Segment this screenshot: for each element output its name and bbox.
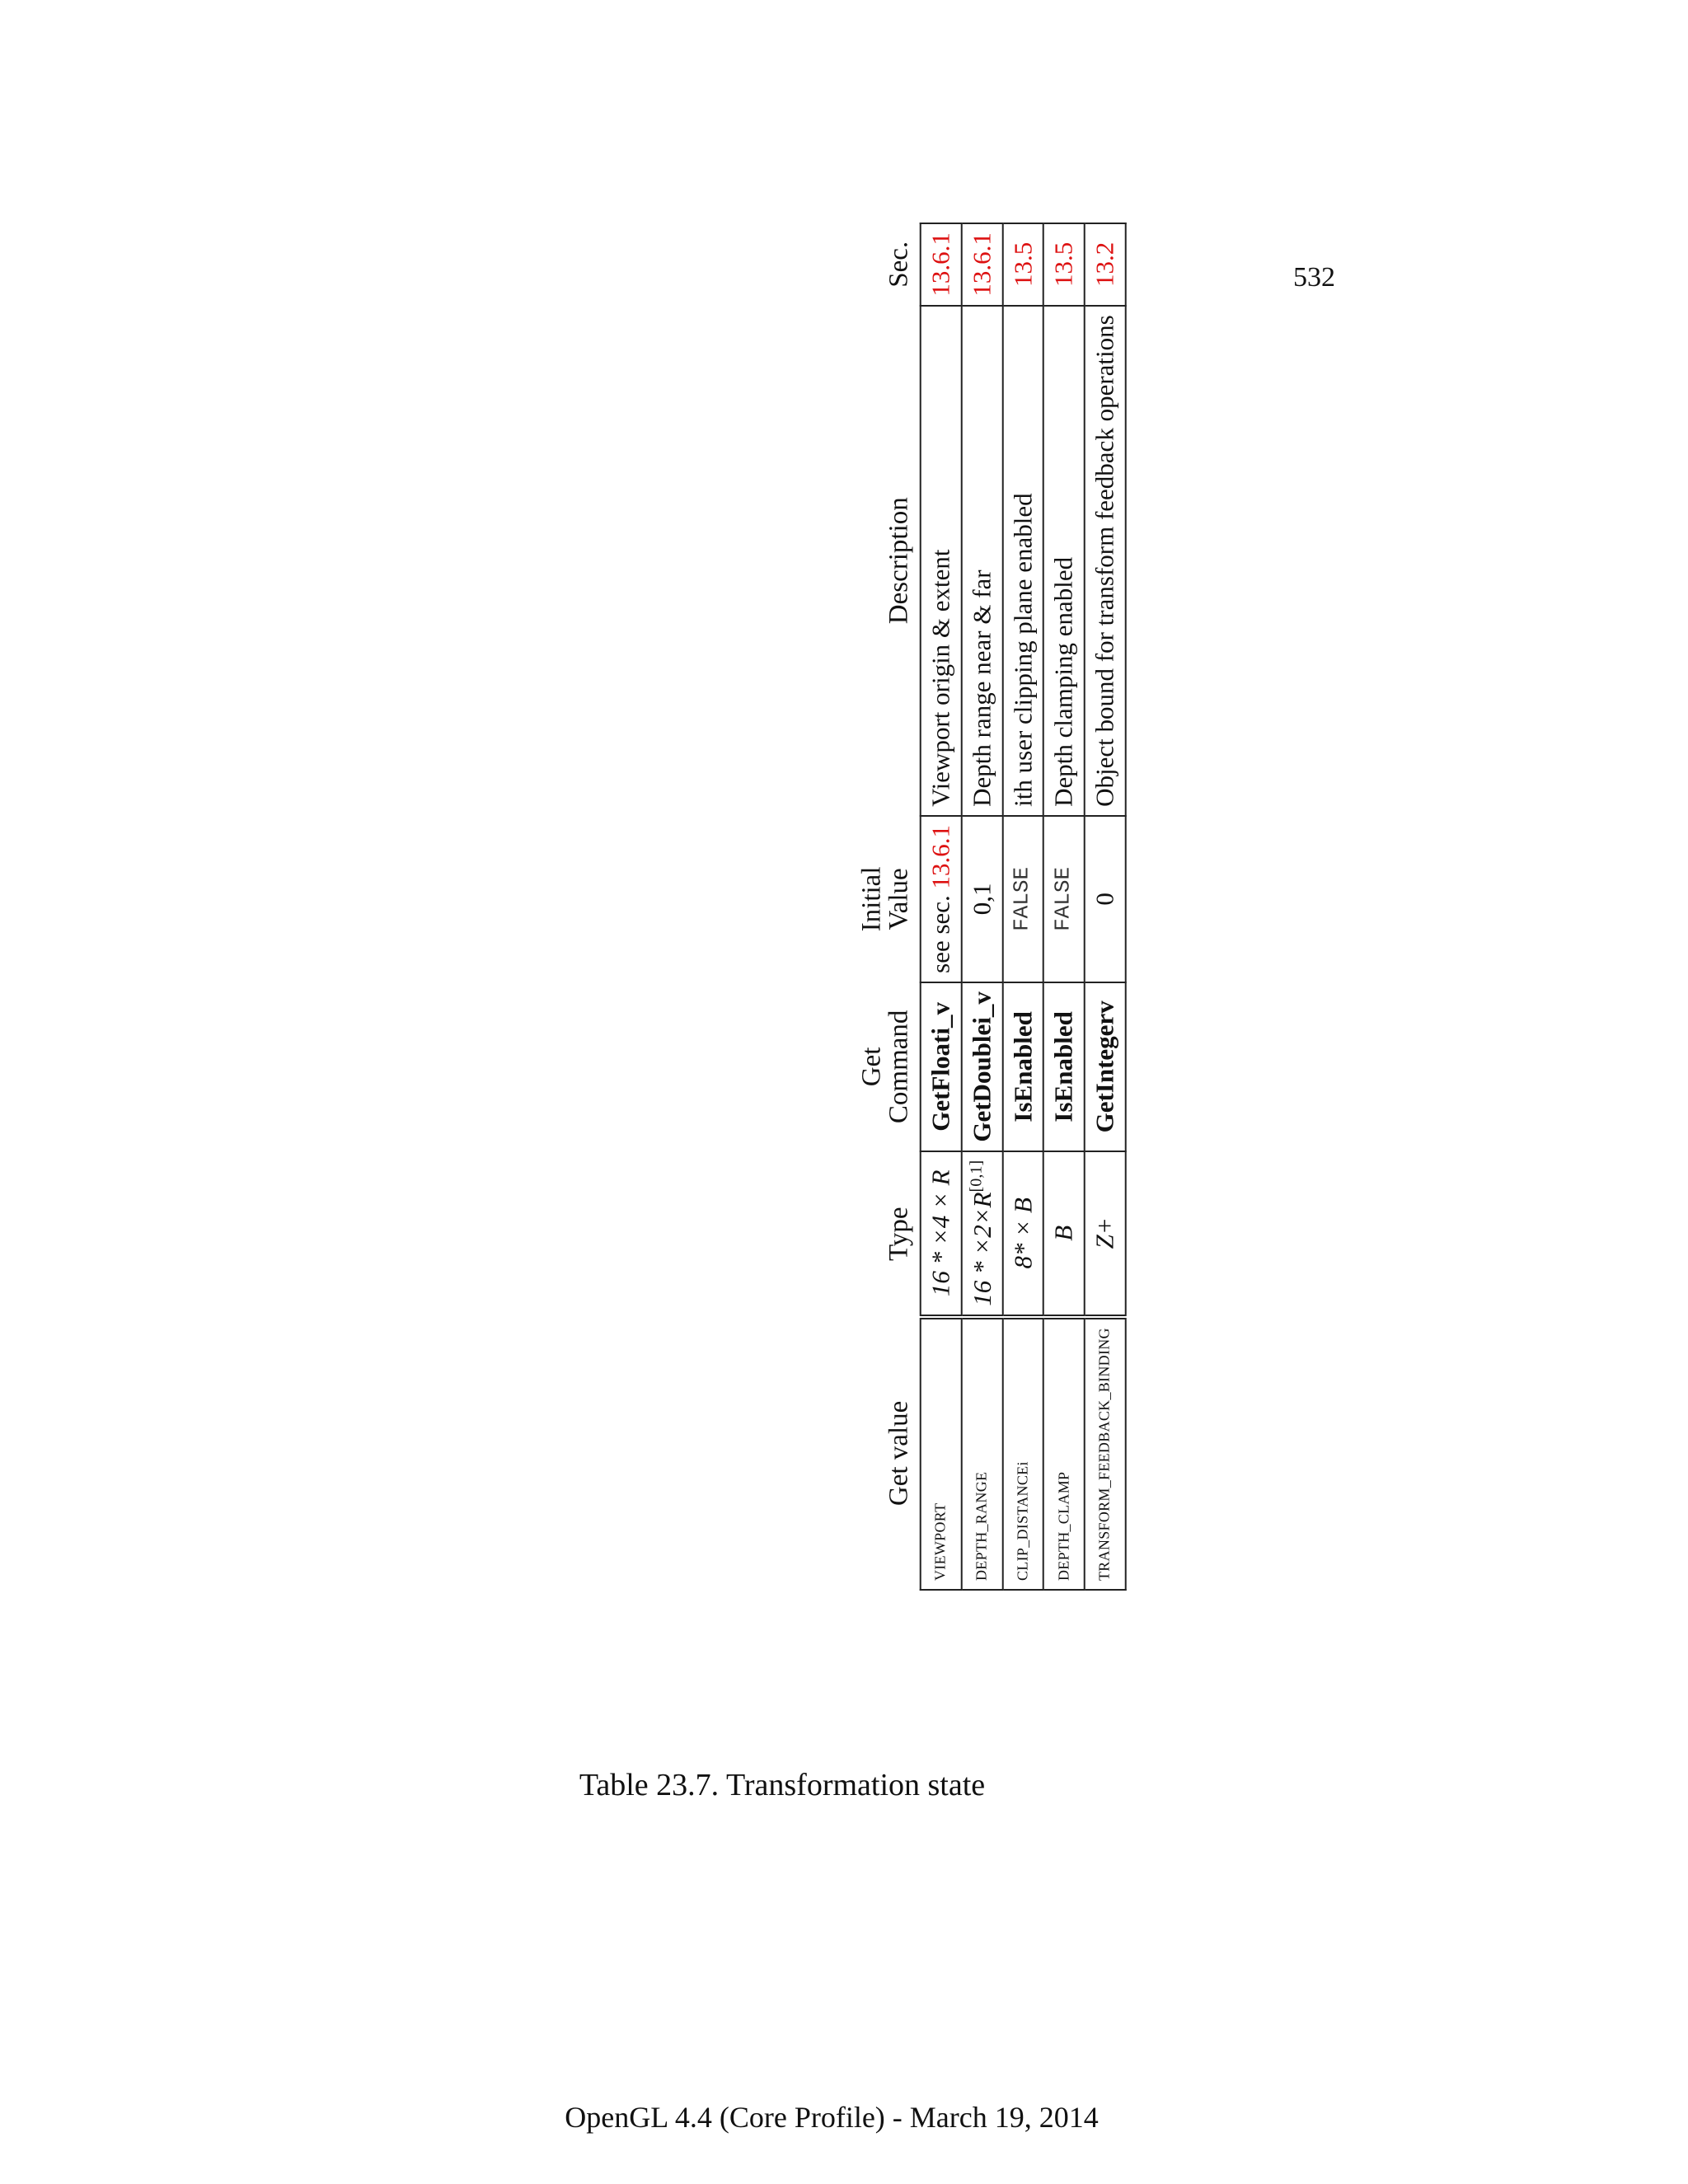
table-header-row xyxy=(852,223,921,1590)
page-number: 532 xyxy=(1293,262,1335,293)
type-superscript: [0,1] xyxy=(967,1160,986,1193)
cell-get-value: DEPTH_RANGE xyxy=(961,1317,1002,1590)
cell-get-value: VIEWPORT xyxy=(921,1317,962,1590)
cell-sec-link[interactable]: 13.2 xyxy=(1085,223,1126,306)
cell-description: Viewport origin & extent xyxy=(921,306,962,816)
header-description: Description xyxy=(884,497,914,625)
cell-type xyxy=(961,1151,1002,1317)
cell-sec-link[interactable]: 13.6.1 xyxy=(921,223,962,306)
cell-get-value: TRANSFORM_FEEDBACK_BINDING xyxy=(1085,1317,1126,1590)
initial-section-link[interactable]: 13.6.1 xyxy=(926,824,955,889)
cell-type xyxy=(921,1151,962,1317)
table-row xyxy=(921,223,962,1590)
table-row xyxy=(961,223,1002,1590)
cell-initial: FALSE xyxy=(1043,816,1085,982)
type-value: 16 * ×2×R xyxy=(967,1192,996,1306)
cell-sec-link[interactable]: 13.6.1 xyxy=(961,223,1002,306)
header-get-command xyxy=(852,982,921,1151)
cell-command: GetDoublei_v xyxy=(961,982,1002,1151)
header-get-command-line1: Get xyxy=(856,1047,887,1087)
header-initial-value-line1: Initial xyxy=(856,866,887,932)
type-value: 16 * ×4 × R xyxy=(926,1169,955,1297)
table-row xyxy=(1085,223,1126,1590)
initial-text: see sec. xyxy=(926,888,955,973)
cell-sec-link[interactable]: 13.5 xyxy=(1002,223,1043,306)
type-value: 8* × B xyxy=(1008,1197,1038,1269)
header-initial-value-line2: Value xyxy=(884,868,914,930)
header-type: Type xyxy=(884,1207,914,1262)
cell-type xyxy=(1002,1151,1043,1317)
cell-description: ith user clipping plane enabled xyxy=(1002,306,1043,816)
cell-initial: 0 xyxy=(1085,816,1126,982)
caption-text: Table 23.7. Transformation state xyxy=(579,1768,986,1802)
cell-description: Depth clamping enabled xyxy=(1043,306,1085,816)
cell-type xyxy=(1085,1151,1126,1317)
cell-get-value: CLIP_DISTANCEi xyxy=(1002,1317,1043,1590)
header-sec: Sec. xyxy=(884,241,914,288)
header-get-value: Get value xyxy=(884,1400,914,1507)
footer-text: OpenGL 4.4 (Core Profile) - March 19, 2014 xyxy=(565,2101,1099,2134)
table-row xyxy=(1002,223,1043,1590)
table-row xyxy=(1043,223,1085,1590)
cell-command: GetIntegerv xyxy=(1085,982,1126,1151)
cell-command: IsEnabled xyxy=(1002,982,1043,1151)
cell-type xyxy=(1043,1151,1085,1317)
cell-description: Depth range near & far xyxy=(961,306,1002,816)
rotated-table-container xyxy=(852,223,1127,1591)
header-get-command-line2: Command xyxy=(884,1010,914,1124)
page-footer xyxy=(0,2100,1688,2135)
cell-initial xyxy=(921,816,962,982)
cell-description: Object bound for transform feedback operations xyxy=(1085,306,1126,816)
type-value: Z+ xyxy=(1090,1217,1119,1249)
cell-get-value: DEPTH_CLAMP xyxy=(1043,1317,1085,1590)
cell-initial: FALSE xyxy=(1002,816,1043,982)
cell-command: IsEnabled xyxy=(1043,982,1085,1151)
transformation-state-table xyxy=(852,223,1127,1591)
cell-sec-link[interactable]: 13.5 xyxy=(1043,223,1085,306)
cell-command: GetFloati_v xyxy=(921,982,962,1151)
header-initial-value xyxy=(852,816,921,982)
cell-initial: 0,1 xyxy=(961,816,1002,982)
table-caption xyxy=(0,1767,1688,1803)
type-value: B xyxy=(1048,1225,1078,1241)
